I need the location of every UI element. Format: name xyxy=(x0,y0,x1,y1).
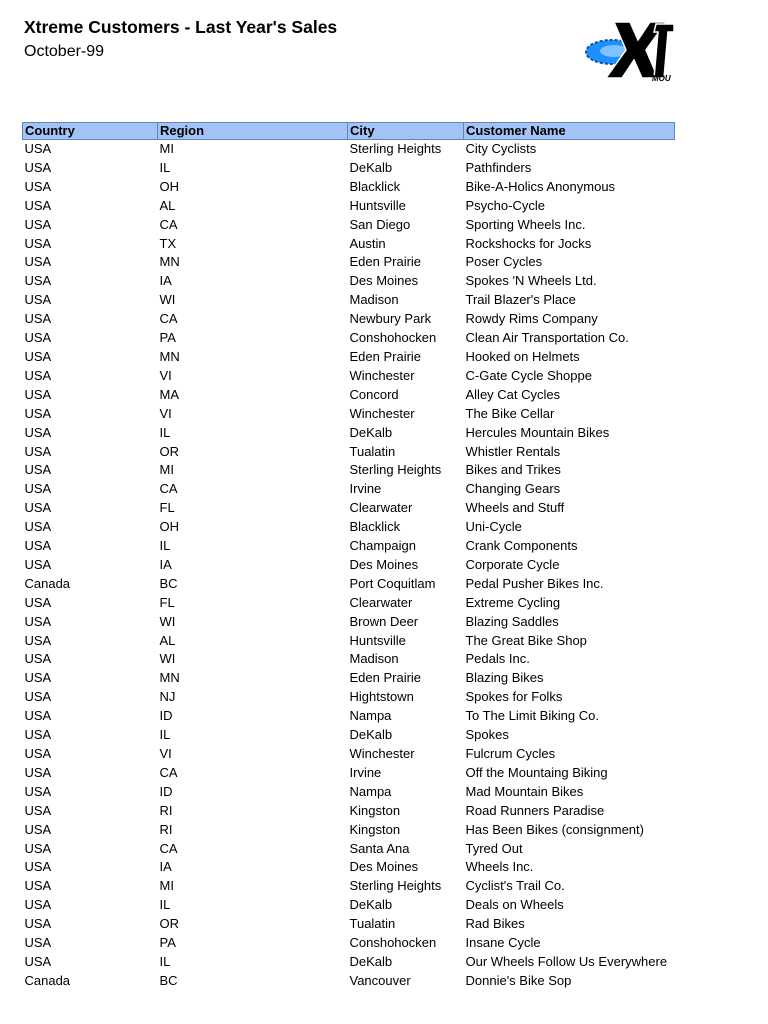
cell-customer-name: Wheels and Stuff xyxy=(465,500,565,516)
cell-country: USA xyxy=(24,462,52,478)
cell-customer-name: Bike-A-Holics Anonymous xyxy=(465,178,616,194)
table-row xyxy=(23,291,675,310)
cell-region: AL xyxy=(159,632,176,648)
table-row xyxy=(23,216,675,235)
table-body xyxy=(23,140,675,991)
table-row xyxy=(23,934,675,953)
cell-city: DeKalb xyxy=(349,897,393,913)
cell-country: USA xyxy=(24,632,52,648)
cell-region: IL xyxy=(159,424,171,440)
cell-customer-name: The Bike Cellar xyxy=(465,405,555,421)
cell-customer-name: Mad Mountain Bikes xyxy=(465,783,584,799)
cell-customer-name: Donnie's Bike Sop xyxy=(465,972,572,988)
xtreme-logo xyxy=(584,18,674,84)
report-title: Xtreme Customers - Last Year's Sales xyxy=(24,17,338,37)
cell-city: Conshohocken xyxy=(349,330,437,346)
cell-region: IA xyxy=(159,859,172,875)
cell-country: USA xyxy=(24,367,52,383)
table-row xyxy=(23,159,675,178)
cell-customer-name: Spokes xyxy=(465,727,509,743)
cell-city: Eden Prairie xyxy=(349,254,422,270)
cell-customer-name: Trail Blazer's Place xyxy=(465,292,576,308)
cell-country: USA xyxy=(24,727,52,743)
cell-customer-name: Alley Cat Cycles xyxy=(465,386,561,402)
cell-city: Brown Deer xyxy=(349,613,419,629)
cell-region: NJ xyxy=(159,689,176,705)
cell-country: USA xyxy=(24,141,52,156)
cell-country: USA xyxy=(24,519,52,535)
cell-customer-name: Sporting Wheels Inc. xyxy=(465,216,586,232)
cell-city: Madison xyxy=(349,651,399,667)
column-header-country: Country xyxy=(23,123,158,140)
cell-country: USA xyxy=(24,764,52,780)
cell-city: Madison xyxy=(349,292,399,308)
cell-city: Newbury Park xyxy=(349,311,432,327)
table-row xyxy=(23,745,675,764)
cell-customer-name: Spokes 'N Wheels Ltd. xyxy=(465,273,597,289)
cell-customer-name: Blazing Bikes xyxy=(465,670,544,686)
cell-customer-name: Road Runners Paradise xyxy=(465,802,605,818)
table-row xyxy=(23,235,675,254)
cell-customer-name: Whistler Rentals xyxy=(465,443,561,459)
cell-country: USA xyxy=(24,556,52,572)
cell-customer-name: C-Gate Cycle Shoppe xyxy=(465,367,592,383)
table-row xyxy=(23,197,675,216)
cell-country: USA xyxy=(24,783,52,799)
customers-table xyxy=(22,122,675,991)
cell-city: Tualatin xyxy=(349,443,396,459)
cell-customer-name: Extreme Cycling xyxy=(465,594,561,610)
cell-customer-name: Hercules Mountain Bikes xyxy=(465,424,610,440)
table-row xyxy=(23,650,675,669)
cell-region: PA xyxy=(159,935,176,951)
cell-city: Tualatin xyxy=(349,916,396,932)
cell-country: USA xyxy=(24,178,52,194)
table-row xyxy=(23,688,675,707)
cell-city: Des Moines xyxy=(349,859,419,875)
table-row xyxy=(23,537,675,556)
cell-country: USA xyxy=(24,330,52,346)
cell-region: RI xyxy=(159,802,173,818)
cell-customer-name: Tyred Out xyxy=(465,840,523,856)
cell-region: RI xyxy=(159,821,173,837)
cell-country: USA xyxy=(24,424,52,440)
cell-city: Des Moines xyxy=(349,273,419,289)
cell-city: Austin xyxy=(349,235,386,251)
table-row xyxy=(23,461,675,480)
cell-customer-name: Deals on Wheels xyxy=(465,897,564,913)
cell-country: USA xyxy=(24,348,52,364)
svg-text:MOU: MOU xyxy=(652,74,671,83)
table-row xyxy=(23,726,675,745)
cell-region: MA xyxy=(159,386,179,402)
cell-country: USA xyxy=(24,538,52,554)
table-header-row xyxy=(23,123,675,140)
cell-region: MI xyxy=(159,878,174,894)
cell-city: Sterling Heights xyxy=(349,462,442,478)
cell-city: Sterling Heights xyxy=(349,878,442,894)
cell-customer-name: Bikes and Trikes xyxy=(465,462,561,478)
cell-country: USA xyxy=(24,159,52,175)
table-row xyxy=(23,896,675,915)
cell-country: USA xyxy=(24,916,52,932)
cell-region: MN xyxy=(159,348,180,364)
table-row xyxy=(23,953,675,972)
cell-city: Des Moines xyxy=(349,556,419,572)
cell-city: Vancouver xyxy=(349,972,411,988)
cell-city: Conshohocken xyxy=(349,935,437,951)
table-row xyxy=(23,783,675,802)
cell-country: USA xyxy=(24,292,52,308)
table-row xyxy=(23,613,675,632)
cell-city: Huntsville xyxy=(349,197,406,213)
cell-city: Eden Prairie xyxy=(349,348,422,364)
cell-region: IA xyxy=(159,556,172,572)
cell-city: Nampa xyxy=(349,783,392,799)
cell-customer-name: Cyclist's Trail Co. xyxy=(465,878,565,894)
cell-city: Irvine xyxy=(349,764,382,780)
table-row xyxy=(23,253,675,272)
table-row xyxy=(23,518,675,537)
table-row xyxy=(23,405,675,424)
cell-country: USA xyxy=(24,859,52,875)
cell-region: OR xyxy=(159,443,179,459)
cell-region: VI xyxy=(159,405,172,421)
table-row xyxy=(23,443,675,462)
table-row xyxy=(23,178,675,197)
cell-region: OH xyxy=(159,178,179,194)
cell-city: Concord xyxy=(349,386,399,402)
column-header-city: City xyxy=(348,123,464,140)
cell-country: Canada xyxy=(24,972,71,988)
cell-city: Port Coquitlam xyxy=(349,575,436,591)
cell-country: USA xyxy=(24,689,52,705)
cell-city: DeKalb xyxy=(349,953,393,969)
table-row xyxy=(23,367,675,386)
cell-city: DeKalb xyxy=(349,727,393,743)
cell-country: USA xyxy=(24,216,52,232)
table-row xyxy=(23,707,675,726)
table-row xyxy=(23,272,675,291)
cell-customer-name: Our Wheels Follow Us Everywhere xyxy=(465,953,668,969)
cell-region: TX xyxy=(159,235,177,251)
cell-region: WI xyxy=(159,651,176,667)
cell-city: Irvine xyxy=(349,481,382,497)
cell-region: MI xyxy=(159,462,174,478)
cell-country: USA xyxy=(24,840,52,856)
cell-customer-name: Rad Bikes xyxy=(465,916,525,932)
cell-country: USA xyxy=(24,953,52,969)
cell-customer-name: City Cyclists xyxy=(465,141,537,156)
table-row xyxy=(23,802,675,821)
cell-customer-name: To The Limit Biking Co. xyxy=(465,708,599,724)
cell-region: CA xyxy=(159,216,178,232)
cell-customer-name: Has Been Bikes (consignment) xyxy=(465,821,644,837)
cell-country: USA xyxy=(24,311,52,327)
cell-customer-name: Pedals Inc. xyxy=(465,651,530,667)
cell-city: Nampa xyxy=(349,708,392,724)
cell-customer-name: Insane Cycle xyxy=(465,935,541,951)
cell-region: WI xyxy=(159,292,176,308)
cell-region: IL xyxy=(159,953,171,969)
cell-customer-name: Poser Cycles xyxy=(465,254,543,270)
cell-city: Winchester xyxy=(349,367,415,383)
table-row xyxy=(23,669,675,688)
cell-country: USA xyxy=(24,935,52,951)
cell-country: USA xyxy=(24,197,52,213)
table-row xyxy=(23,310,675,329)
cell-country: USA xyxy=(24,802,52,818)
table-row xyxy=(23,140,675,159)
cell-customer-name: Blazing Saddles xyxy=(465,613,559,629)
table-row xyxy=(23,821,675,840)
cell-region: CA xyxy=(159,840,178,856)
cell-country: USA xyxy=(24,708,52,724)
cell-customer-name: Off the Mountaing Biking xyxy=(465,764,608,780)
table-row xyxy=(23,877,675,896)
table-row xyxy=(23,499,675,518)
cell-country: USA xyxy=(24,613,52,629)
cell-city: Kingston xyxy=(349,802,401,818)
cell-city: Santa Ana xyxy=(349,840,410,856)
table-row xyxy=(23,594,675,613)
cell-country: USA xyxy=(24,878,52,894)
cell-region: CA xyxy=(159,764,178,780)
cell-region: IL xyxy=(159,727,171,743)
cell-region: MN xyxy=(159,254,180,270)
table-row xyxy=(23,632,675,651)
cell-country: USA xyxy=(24,386,52,402)
table-row xyxy=(23,424,675,443)
cell-region: WI xyxy=(159,613,176,629)
cell-country: USA xyxy=(24,594,52,610)
cell-region: IL xyxy=(159,897,171,913)
cell-region: IL xyxy=(159,159,171,175)
cell-region: CA xyxy=(159,311,178,327)
cell-customer-name: Changing Gears xyxy=(465,481,561,497)
cell-region: IA xyxy=(159,273,172,289)
cell-city: Kingston xyxy=(349,821,401,837)
cell-country: USA xyxy=(24,481,52,497)
cell-country: USA xyxy=(24,651,52,667)
cell-region: BC xyxy=(159,972,178,988)
cell-region: FL xyxy=(159,594,175,610)
cell-region: AL xyxy=(159,197,176,213)
cell-customer-name: Rockshocks for Jocks xyxy=(465,235,592,251)
cell-region: PA xyxy=(159,330,176,346)
cell-region: BC xyxy=(159,575,178,591)
cell-customer-name: Pathfinders xyxy=(465,159,532,175)
table-row xyxy=(23,764,675,783)
table-row xyxy=(23,840,675,859)
column-header-customer-name: Customer Name xyxy=(464,123,675,140)
table-row xyxy=(23,386,675,405)
cell-customer-name: Fulcrum Cycles xyxy=(465,746,556,761)
cell-city: DeKalb xyxy=(349,159,393,175)
cell-customer-name: Wheels Inc. xyxy=(465,859,534,875)
table-row xyxy=(23,480,675,499)
cell-region: MN xyxy=(159,670,180,686)
cell-region: ID xyxy=(159,783,173,799)
cell-country: USA xyxy=(24,500,52,516)
cell-city: DeKalb xyxy=(349,424,393,440)
cell-city: Clearwater xyxy=(349,594,413,610)
cell-country: USA xyxy=(24,235,52,251)
cell-city: San Diego xyxy=(349,216,411,232)
cell-customer-name: Pedal Pusher Bikes Inc. xyxy=(465,575,604,591)
cell-city: Clearwater xyxy=(349,500,413,516)
cell-customer-name: Rowdy Rims Company xyxy=(465,311,598,327)
cell-city: Sterling Heights xyxy=(349,141,442,156)
cell-customer-name: Uni-Cycle xyxy=(465,519,522,535)
report-subtitle: October-99 xyxy=(24,43,105,60)
cell-customer-name: Hooked on Helmets xyxy=(465,348,580,364)
table-row xyxy=(23,556,675,575)
table-row xyxy=(23,329,675,348)
cell-city: Winchester xyxy=(349,746,415,761)
column-header-region: Region xyxy=(158,123,348,140)
cell-city: Huntsville xyxy=(349,632,406,648)
cell-customer-name: Clean Air Transportation Co. xyxy=(465,330,629,346)
cell-customer-name: Crank Components xyxy=(465,538,578,554)
cell-country: USA xyxy=(24,670,52,686)
table-row xyxy=(23,858,675,877)
cell-region: IL xyxy=(159,538,171,554)
cell-customer-name: The Great Bike Shop xyxy=(465,632,587,648)
cell-customer-name: Corporate Cycle xyxy=(465,556,560,572)
cell-city: Winchester xyxy=(349,405,415,421)
cell-region: ID xyxy=(159,708,173,724)
cell-country: USA xyxy=(24,254,52,270)
cell-region: OR xyxy=(159,916,179,932)
cell-city: Hightstown xyxy=(349,689,414,705)
cell-region: CA xyxy=(159,481,178,497)
cell-country: USA xyxy=(24,821,52,837)
cell-region: FL xyxy=(159,500,175,516)
cell-country: USA xyxy=(24,273,52,289)
cell-city: Eden Prairie xyxy=(349,670,422,686)
cell-city: Blacklick xyxy=(349,178,401,194)
cell-region: VI xyxy=(159,746,172,761)
cell-city: Blacklick xyxy=(349,519,401,535)
cell-country: USA xyxy=(24,443,52,459)
table-row xyxy=(23,575,675,594)
cell-customer-name: Psycho-Cycle xyxy=(465,197,545,213)
cell-region: MI xyxy=(159,141,174,156)
cell-region: VI xyxy=(159,367,172,383)
cell-country: USA xyxy=(24,405,52,421)
cell-country: USA xyxy=(24,746,52,761)
cell-region: OH xyxy=(159,519,179,535)
table-row xyxy=(23,915,675,934)
cell-country: Canada xyxy=(24,575,71,591)
table-row xyxy=(23,348,675,367)
cell-country: USA xyxy=(24,897,52,913)
cell-city: Champaign xyxy=(349,538,416,554)
cell-customer-name: Spokes for Folks xyxy=(465,689,563,705)
table-row xyxy=(23,972,675,991)
